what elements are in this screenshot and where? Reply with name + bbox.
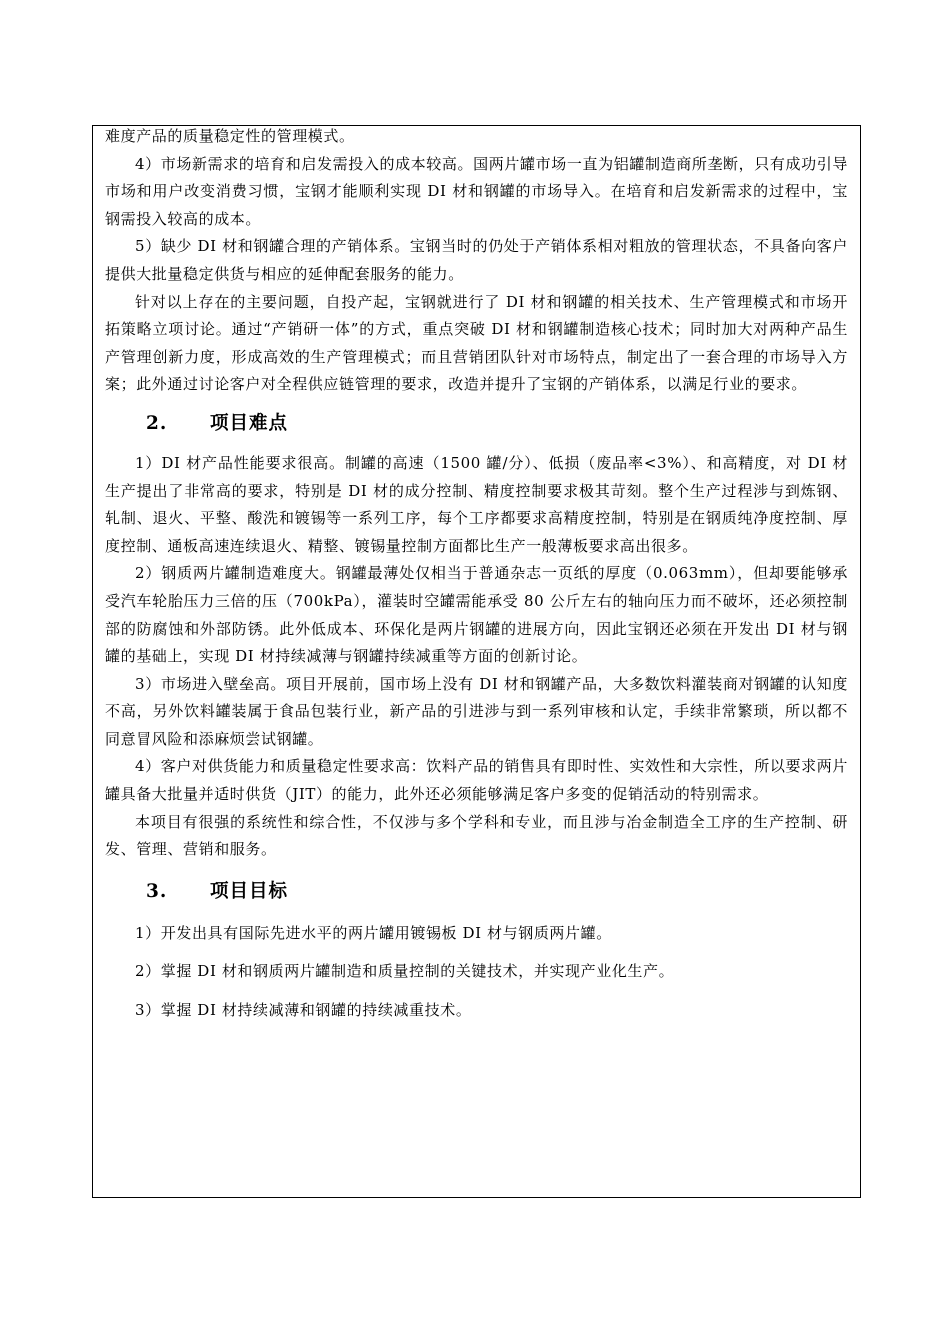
section-number: 3. — [146, 880, 168, 902]
section-heading-difficulties — [105, 410, 848, 438]
continuation-paragraph: 4）市场新需求的培育和启发需投入的成本较高。国两片罐市场一直为铝罐制造商所垄断，只有成功引导市场和用户改变消费习惯，宝钢才能顺利实现 DI 材和钢罐的市场导入。在培育和启发新需求的过程中，宝钢需投入较高的成本。 — [105, 154, 848, 228]
difficulty-paragraph: 4）客户对供货能力和质量稳定性要求高：饮料产品的销售具有即时性、实效性和大宗性，所以要求两片罐具备大批量并适时供货（JIT）的能力，此外还必须能够满足客户多变的促销活动的特别需求。 — [105, 757, 848, 804]
document-body — [105, 125, 848, 1025]
difficulty-paragraph: 1）DI 材产品性能要求很高。制罐的高速（1500 罐/分）、低损（废品率<3%）、和高精度，对 DI 材生产提出了非常高的要求，特别是 DI 材的成分控制、精度控制要求极其苛刻。整个生产过程涉与到炼钢、轧制、退火、平整、酸洗和镀锡等一系列工序，每个工序都要求高精度控制，特别是在钢质纯净度控制、厚度控制、通板高速连续退火、精整、镀锡量控制方面都比生产一般薄板要求高出很多。 — [105, 453, 848, 555]
goal-item: 2）掌握 DI 材和钢质两片罐制造和质量控制的关键技术，并实现产业化生产。 — [135, 962, 675, 981]
difficulty-paragraph: 3）市场进入壁垒高。项目开展前，国市场上没有 DI 材和钢罐产品，大多数饮料灌装商对钢罐的认知度不高，另外饮料罐装属于食品包装行业，新产品的引进涉与到一系列审核和认定，手续非常繁琐，所以都不同意冒风险和添麻烦尝试钢罐。 — [105, 674, 848, 748]
goal-item: 3）掌握 DI 材持续减薄和钢罐的持续减重技术。 — [135, 1001, 472, 1020]
document-frame — [92, 125, 861, 1198]
section-title: 项目难点 — [210, 412, 289, 434]
continuation-paragraph: 针对以上存在的主要问题，自投产起，宝钢就进行了 DI 材和钢罐的相关技术、生产管理模式和市场开拓策略立项讨论。通过“产销研一体”的方式，重点突破 DI 材和钢罐制造核心技术；同时加大对两种产品生产管理创新力度，形成高效的生产管理模式；而且营销团队针对市场特点，制定出了一套合理的市场导入方案；此外通过讨论客户对全程供应链管理的要求，改造并提升了宝钢的产销体系，以满足行业的要求。 — [105, 292, 848, 394]
section-number: 2. — [146, 412, 168, 434]
goal-item: 1）开发出具有国际先进水平的两片罐用镀锡板 DI 材与钢质两片罐。 — [135, 923, 612, 942]
continuation-paragraph: 难度产品的质量稳定性的管理模式。 — [105, 127, 355, 145]
difficulty-paragraph: 本项目有很强的系统性和综合性，不仅涉与多个学科和专业，而且涉与冶金制造全工序的生产控制、研发、管理、营销和服务。 — [105, 812, 848, 859]
section-heading-goals — [105, 878, 848, 906]
continuation-paragraph: 5）缺少 DI 材和钢罐合理的产销体系。宝钢当时的仍处于产销体系相对粗放的管理状态，不具备向客户提供大批量稳定供货与相应的延伸配套服务的能力。 — [105, 237, 848, 283]
difficulty-paragraph: 2）钢质两片罐制造难度大。钢罐最薄处仅相当于普通杂志一页纸的厚度（0.063mm），但却要能够承受汽车轮胎压力三倍的压（700kPa），灌装时空罐需能承受 80 公斤左右的轴向压力而不破坏，还必须控制部的防腐蚀和外部防锈。此外低成本、环保化是两片钢罐的进展方向，因此宝钢还必须在开发出 DI 材与钢罐的基础上，实现 DI 材持续减薄与钢罐持续减重等方面的创新讨论。 — [105, 564, 848, 666]
section-title: 项目目标 — [210, 880, 289, 902]
